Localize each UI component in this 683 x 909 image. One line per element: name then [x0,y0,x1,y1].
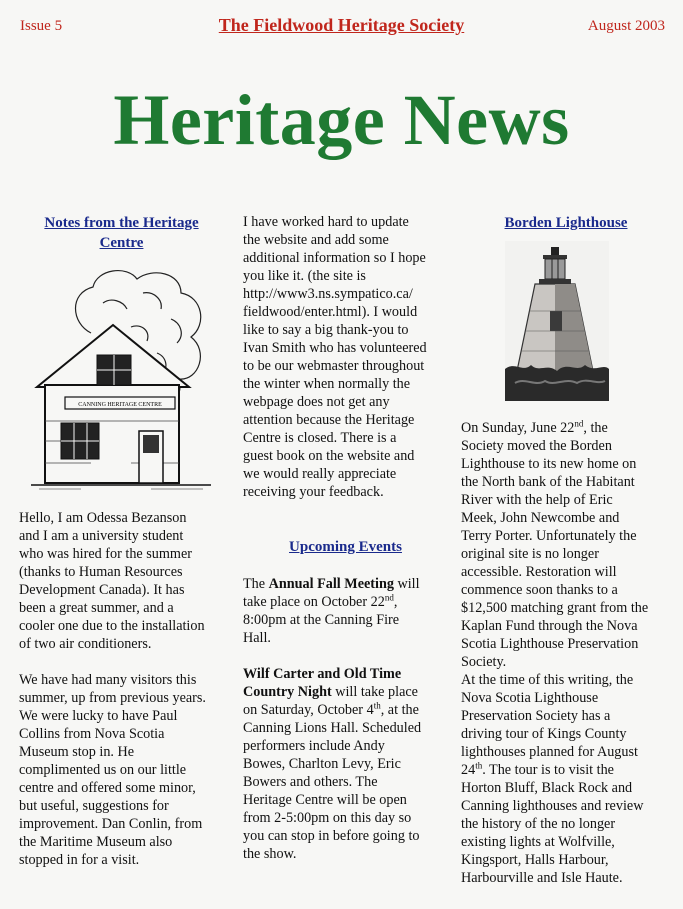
text-line: Heritage Centre will be open [243,792,407,808]
ordinal-suffix: th [475,760,483,771]
text-line: from 2-5:00pm on this day so [243,810,412,826]
text-line [243,575,448,593]
text-line: Bowes, Charlton Levy, Eric [243,756,401,772]
text-line: receiving your feedback. [243,484,384,500]
lighthouse-heading: Borden Lighthouse [504,215,628,231]
text-line: original site is no longer [461,546,599,562]
text-line: cooler one due to the installation [19,618,205,634]
text-line: improvement. Dan Conlin, from [19,816,203,832]
text-line: the website and add some [243,232,389,248]
event-name: Annual Fall Meeting [268,576,394,592]
text-line: of two air conditioners. [19,636,152,652]
event-name: Country Night [243,684,332,700]
issue-date: August 2003 [587,18,665,34]
text-line: existing lights at Wolfville, [461,834,615,850]
text-line: to be our webmaster throughout [243,358,425,374]
newsletter-title: Heritage News [113,80,570,160]
text-line: http://www3.ns.sympatico.ca/ [243,286,413,302]
text-line: summer, up from previous years. [19,690,206,706]
text-line: Bowers and others. The [243,774,378,790]
text-span: , [393,594,398,610]
text-span: take place on October 22 [243,594,385,610]
lighthouse-photo [505,241,609,401]
text-line: we would really appreciate [243,466,397,482]
text-span: The [243,576,269,592]
text-line: Meek, John Newcombe and [461,510,620,526]
text-line: At the time of this writing, the [461,672,634,688]
text-line: performers include Andy [243,738,385,754]
events-heading: Upcoming Events [289,539,402,555]
text-line: I have worked hard to update [243,214,409,230]
text-line: Horton Bluff, Black Rock and [461,780,633,796]
text-line: centre and offered some minor, [19,780,196,796]
website-paragraph [243,213,448,501]
text-line: webpage does not get any [243,394,390,410]
text-span: . The tour is to visit the [482,762,614,778]
text-line: attention because the Heritage [243,412,415,428]
text-line [243,701,448,719]
text-line: Kaplan Fund through the Nova [461,618,638,634]
text-line: River with the help of Eric [461,492,613,508]
text-line: Preservation Society has a [461,708,611,724]
text-line: Scotia Lighthouse Preservation [461,636,639,652]
text-line: 8:00pm at the Canning Fire [243,612,400,628]
column-website-events [243,213,448,863]
text-line: the show. [243,846,297,862]
text-line: Harbourville and Isle Haute. [461,870,623,886]
text-line: been a great summer, and a [19,600,174,616]
text-line [461,419,671,437]
text-line: (thanks to Human Resources [19,564,183,580]
text-line: We have had many visitors this [19,672,197,688]
text-line: driving tour of Kings County [461,726,627,742]
event-name: Wilf Carter and Old Time [243,666,402,682]
ordinal-suffix: th [373,700,381,711]
text-line: Ivan Smith who has volunteered [243,340,427,356]
ordinal-suffix: nd [574,418,584,429]
text-line: lighthouses planned for August [461,744,638,760]
notes-paragraph-2 [19,671,224,869]
text-line: additional information so I hope [243,250,426,266]
notes-heading-line1: Notes from the Heritage [44,215,199,231]
text-line [243,683,448,701]
text-span: 24 [461,762,476,778]
issue-number: Issue 5 [20,18,63,34]
text-line: Hello, I am Odessa Bezanson [19,510,187,526]
text-line: Society moved the Borden [461,438,612,454]
lighthouse-paragraph-2 [461,671,671,887]
text-line: Centre is closed. There is a [243,430,397,446]
ordinal-suffix: nd [384,592,394,603]
text-line: fieldwood/enter.html). I would [243,304,418,320]
text-span: will [393,576,420,592]
text-line: Lighthouse to its new home on [461,456,637,472]
text-line: Canning lighthouses and review [461,798,644,814]
lighthouse-paragraph-1 [461,419,671,671]
text-line: accessible. Restoration will [461,564,617,580]
text-line [461,761,671,779]
text-line: the North bank of the Habitant [461,474,635,490]
text-line: Society. [461,654,507,670]
notes-paragraph-1 [19,509,224,653]
text-span: on Saturday, October 4 [243,702,374,718]
society-name [0,15,683,36]
text-line: Collins from Nova Scotia [19,726,165,742]
text-line: complimented us on our little [19,762,187,778]
text-line: Museum stop in. He [19,744,135,760]
text-line: guest book on the website and [243,448,415,464]
event-annual-fall-meeting [243,575,448,647]
text-line: the history of the no longer [461,816,616,832]
text-line: We were lucky to have Paul [19,708,178,724]
text-line: Development Canada). It has [19,582,185,598]
text-line: Nova Scotia Lighthouse [461,690,599,706]
text-line: the Maritime Museum also [19,834,173,850]
column-notes [19,213,224,869]
heritage-centre-illustration [31,263,211,495]
text-line: Terry Porter. Unfortunately the [461,528,637,544]
heritage-centre-sign: CANNING HERITAGE CENTRE [78,402,162,408]
text-line: who was hired for the summer [19,546,192,562]
text-span: On Sunday, June 22 [461,420,575,436]
text-line: Canning Lions Hall. Scheduled [243,720,422,736]
text-span: , at the [380,702,419,718]
text-line [243,593,448,611]
notes-heading-line2: Centre [99,235,144,251]
event-country-night [243,665,448,863]
society-name-text: The Fieldwood Heritage Society [218,15,465,35]
text-line: you like it. (the site is [243,268,366,284]
text-line: like to say a big thank-you to [243,322,409,338]
text-line: Kingsport, Halls Harbour, [461,852,609,868]
masthead [0,0,683,40]
text-line: you can stop in before going to [243,828,420,844]
text-span: will take place [331,684,418,700]
text-line: commence soon thanks to a [461,582,618,598]
text-line: but useful, suggestions for [19,798,169,814]
column-lighthouse [461,213,671,887]
text-span: , the [583,420,608,436]
text-line: and I am a university student [19,528,184,544]
text-line: $12,500 matching grant from the [461,600,649,616]
notes-heading [19,213,224,253]
text-line: stopped in for a visit. [19,852,140,868]
text-line: Hall. [243,630,271,646]
text-line: the winter when normally the [243,376,411,392]
